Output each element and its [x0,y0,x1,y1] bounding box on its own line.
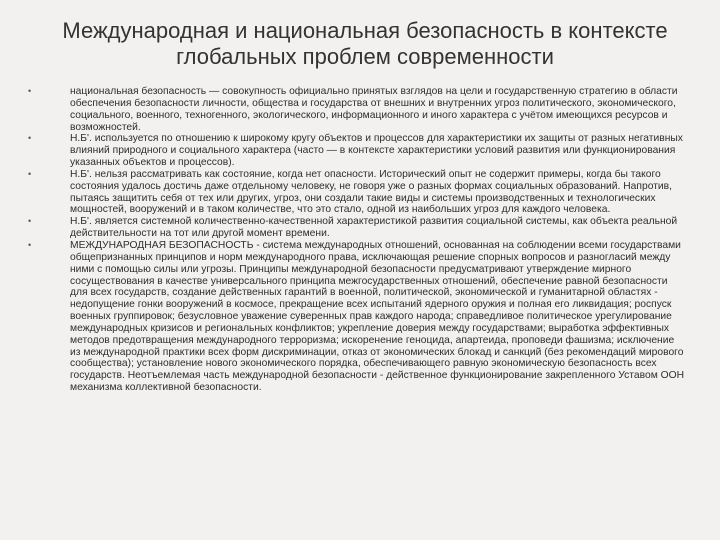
bullet-item [22,133,686,169]
bullet-item [22,240,686,394]
bullet-item [22,216,686,240]
bullet-item [22,169,686,216]
bullet-list [22,86,686,394]
bullet-dot-icon: • [28,168,32,179]
bullet-text: национальная безопасность — совокупность официально принятых взглядов на цели и государственную стратегию в области обеспечения безопасности личности, общества и государства от внешних и внутренних угроз политического, экономического, социального, военного, техногенного, экологического, информационного и иного характера с учётом имеющихся ресурсов и возможностей. [70,86,678,133]
bullet-text: Н.Б'. является системной количественно-качественной характеристикой развития социальной системы, как объекта реальной действительности на тот или другой момент времени. [70,216,678,240]
bullet-text: МЕЖДУНАРОДНАЯ БЕЗОПАСНОСТЬ - система международных отношений, основанная на соблюдении всеми государствами общепризнанных принципов и норм международного права, исключающая решение спорных вопросов и разногласий между ними с помощью силы или угрозы. Принципы международной безопасности предусматривают утверждение мирного сосуществования в качестве универсального принципа межгосударственных отношений, обеспечение равной безопасности для всех государств, создание действенных гарантий в военной, политической, экономической и гуманитарной областях - недопущение гонки вооружений в космосе, прекращение всех испытаний ядерного оружия и полная его ликвидация; роспуск военных группировок; безусловное уважение суверенных прав каждого народа; справедливое политическое урегулирование международных кризисов и региональных конфликтов; укрепление доверия между государствами; выработка эффективных методов предотвращения международного терроризма; искоренение геноцида, апартеида, проповеди фашизма; исключение из международной практики всех форм дискриминации, отказ от экономических блокад и санкций (без рекомендаций мирового сообщества); установление нового экономического порядка, обеспечивающего равную экономическую безопасность всех государств. Неотъемлемая часть международной безопасности - действенное функционирование закрепленного Уставом ООН механизма коллективной безопасности. [70,239,685,394]
bullet-dot-icon: • [28,239,32,250]
bullet-item [22,86,686,133]
bullet-dot-icon: • [28,216,32,227]
bullet-text: Н.Б'. нельзя рассматривать как состояние, когда нет опасности. Исторический опыт не содержит примеры, когда бы такого состояния удалось достичь даже отдельному человеку, не говоря уже о разных формах социальных образований. Напротив, пытаясь защитить себя от тех или других, угроз, они создали такие виды и системы производственных и технологических мощностей, вооружений и в таком количестве, что это стало, одной из наибольших угроз для каждого человека. [70,168,672,216]
slide-title: Международная и национальная безопасность в контексте глобальных проблем современности [62,18,668,69]
bullet-dot-icon: • [28,133,32,144]
bullet-dot-icon: • [28,86,32,96]
bullet-text: Н.Б'. используется по отношению к широкому кругу объектов и процессов для характеристики их защиты от разных негативных влияний природного и социального характера (часто — в контексте характеристики условий развития или функционирования указанных объектов и процессов). [70,133,683,169]
